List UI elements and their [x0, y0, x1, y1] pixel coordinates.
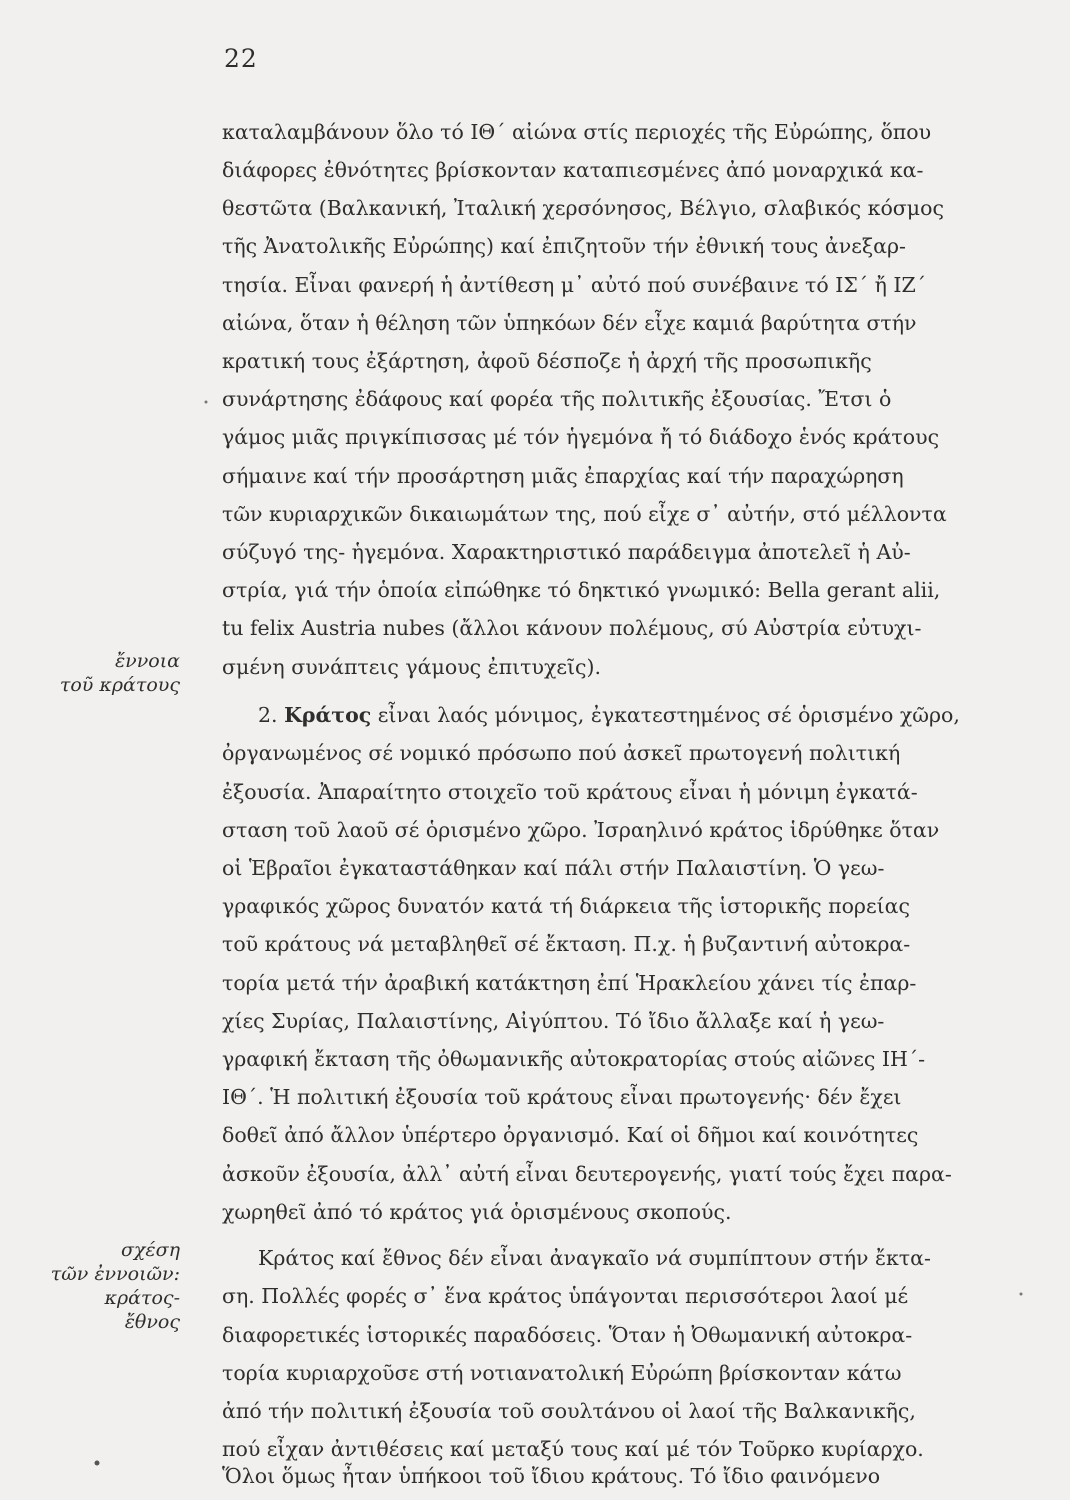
speck [95, 1461, 100, 1466]
text-line: τορία μετά τήν ἀραβική κατάκτηση ἐπί Ἡρακλείου χάνει τίς ἐπαρ- [222, 971, 917, 995]
text-line: σταση τοῦ λαοῦ σέ ὁρισμένο χῶρο. Ἰσραηλινό κράτος ἱδρύθηκε ὅταν [222, 818, 940, 842]
margin-note-line: σχέση [120, 1239, 180, 1261]
text-line: τοῦ κράτους νά μεταβληθεῖ σέ ἔκταση. Π.χ. ἡ βυζαντινή αὐτοκρα- [222, 932, 911, 956]
text-line: ἀσκοῦν ἐξουσία, ἀλλ᾽ αὐτή εἶναι δευτερογενής, γιατί τούς ἔχει παρα- [222, 1162, 952, 1186]
defined-term: Κράτος [284, 703, 372, 727]
text-line: θεστῶτα (Βαλκανική, Ἰταλική χερσόνησος, Βέλγιο, σλαβικός κόσμος [222, 196, 944, 220]
paragraph-number: 2. [258, 703, 285, 727]
text-line: γάμος μιᾶς πριγκίπισσας μέ τόν ἡγεμόνα ἤ τό διάδοχο ἑνός κράτους [222, 425, 940, 449]
text-line: σύζυγό της- ἡγεμόνα. Χαρακτηριστικό παράδειγμα ἀποτελεῖ ἡ Αὐ- [222, 540, 911, 564]
text-line: ὀργανωμένος σέ νομικό πρόσωπο πού ἀσκεῖ πρωτογενή πολιτική [222, 741, 901, 765]
text-line: οἱ Ἑβραῖοι ἐγκαταστάθηκαν καί πάλι στήν Παλαιστίνη. Ὁ γεω- [222, 856, 885, 880]
margin-note-line: τοῦ κράτους [59, 674, 180, 696]
text-line: ΙΘ΄. Ἡ πολιτική ἐξουσία τοῦ κράτους εἶναι πρωτογενής· δέν ἔχει [222, 1085, 902, 1109]
text-line: γραφικός χῶρος δυνατόν κατά τή διάρκεια τῆς ἱστορικῆς πορείας [222, 894, 910, 918]
text-line: στρία, γιά τήν ὁποία εἰπώθηκε τό δηκτικό γνωμικό: Bella gerant alii, [222, 578, 941, 602]
text-line: ἐξουσία. Ἀπαραίτητο στοιχεῖο τοῦ κράτους εἶναι ἡ μόνιμη ἐγκατά- [222, 780, 918, 804]
text-line: χίες Συρίας, Παλαιστίνης, Αἰγύπτου. Τό ἴδιο ἄλλαξε καί ἡ γεω- [222, 1009, 885, 1033]
text-line: τησία. Εἶναι φανερή ἡ ἀντίθεση μ᾽ αὐτό πού συνέβαινε τό ΙΣ΄ ἤ ΙΖ΄ [222, 273, 926, 297]
text-line: ση. Πολλές φορές σ᾽ ἕνα κράτος ὑπάγονται περισσότεροι λαοί μέ [222, 1284, 909, 1308]
text-line: Κράτος καί ἔθνος δέν εἶναι ἀναγκαῖο νά συμπίπτουν στήν ἔκτα- [258, 1246, 931, 1270]
first-line-text: εἶναι λαός μόνιμος, ἐγκατεστημένος σέ ὁρισμένο χῶρο, [371, 703, 960, 727]
text-line: ἀπό τήν πολιτική ἐξουσία τοῦ σουλτάνου οἱ λαοί τῆς Βαλκανικῆς, [222, 1399, 916, 1423]
text-line: τῆς Ἀνατολικῆς Εὐρώπης) καί ἐπιζητοῦν τήν ἐθνική τους ἀνεξαρ- [222, 234, 906, 258]
text-line: κρατική τους ἐξάρτηση, ἀφοῦ δέσποζε ἡ ἀρχή τῆς προσωπικῆς [222, 349, 872, 373]
speck [1020, 1293, 1023, 1296]
text-line: καταλαμβάνουν ὅλο τό ΙΘ΄ αἰώνα στίς περιοχές τῆς Εὐρώπης, ὅπου [222, 120, 932, 144]
text-line: χωρηθεῖ ἀπό τό κράτος γιά ὁρισμένους σκοπούς. [222, 1200, 732, 1224]
speck [205, 401, 208, 404]
text-line: αἰώνα, ὅταν ἡ θέληση τῶν ὑπηκόων δέν εἶχε καμιά βαρύτητα στήν [222, 311, 917, 335]
text-line: δοθεῖ ἀπό ἄλλον ὑπέρτερο ὀργανισμό. Καί οἱ δῆμοι καί κοινότητες [222, 1123, 919, 1147]
text-line: συνάρτησης ἐδάφους καί φορέα τῆς πολιτικῆς ἐξουσίας. Ἔτσι ὁ [222, 387, 892, 411]
text-line: διαφορετικές ἱστορικές παραδόσεις. Ὅταν ἡ Ὀθωμανική αὐτοκρα- [222, 1323, 913, 1347]
text-line: Ὅλοι ὅμως ἦταν ὑπήκοοι τοῦ ἴδιου κράτους. Τό ἴδιο φαινόμενο [222, 1464, 881, 1488]
text-line: σήμαινε καί τήν προσάρτηση μιᾶς ἐπαρχίας καί τήν παραχώρηση [222, 464, 904, 488]
margin-note-line: κράτος- [104, 1287, 180, 1309]
margin-note-line: ἔννοια [114, 650, 180, 672]
margin-note-line: ἔθνος [124, 1311, 180, 1333]
text-line: γραφική ἔκταση τῆς ὀθωμανικῆς αὐτοκρατορίας στούς αἰῶνες ΙΗ΄- [222, 1047, 925, 1071]
text-line: tu felix Austria nubes (ἄλλοι κάνουν πολέμους, σύ Αὐστρία εὐτυχι- [222, 616, 922, 640]
page-number: 22 [224, 44, 258, 73]
text-line: σμένη συνάπτεις γάμους ἐπιτυχεῖς). [222, 655, 602, 679]
text-line: διάφορες ἐθνότητες βρίσκονταν καταπιεσμένες ἀπό μοναρχικά κα- [222, 158, 924, 182]
margin-note-line: τῶν ἐννοιῶν: [50, 1263, 180, 1285]
text-line: τῶν κυριαρχικῶν δικαιωμάτων της, πού εἶχε σ᾽ αὐτήν, στό μέλλοντα [222, 502, 947, 526]
text-line: τορία κυριαρχοῦσε στή νοτιανατολική Εὐρώπη βρίσκονταν κάτω [222, 1361, 902, 1385]
text-line: πού εἶχαν ἀντιθέσεις καί μεταξύ τους καί μέ τόν Τοῦρκο κυρίαρχο. [222, 1437, 924, 1461]
